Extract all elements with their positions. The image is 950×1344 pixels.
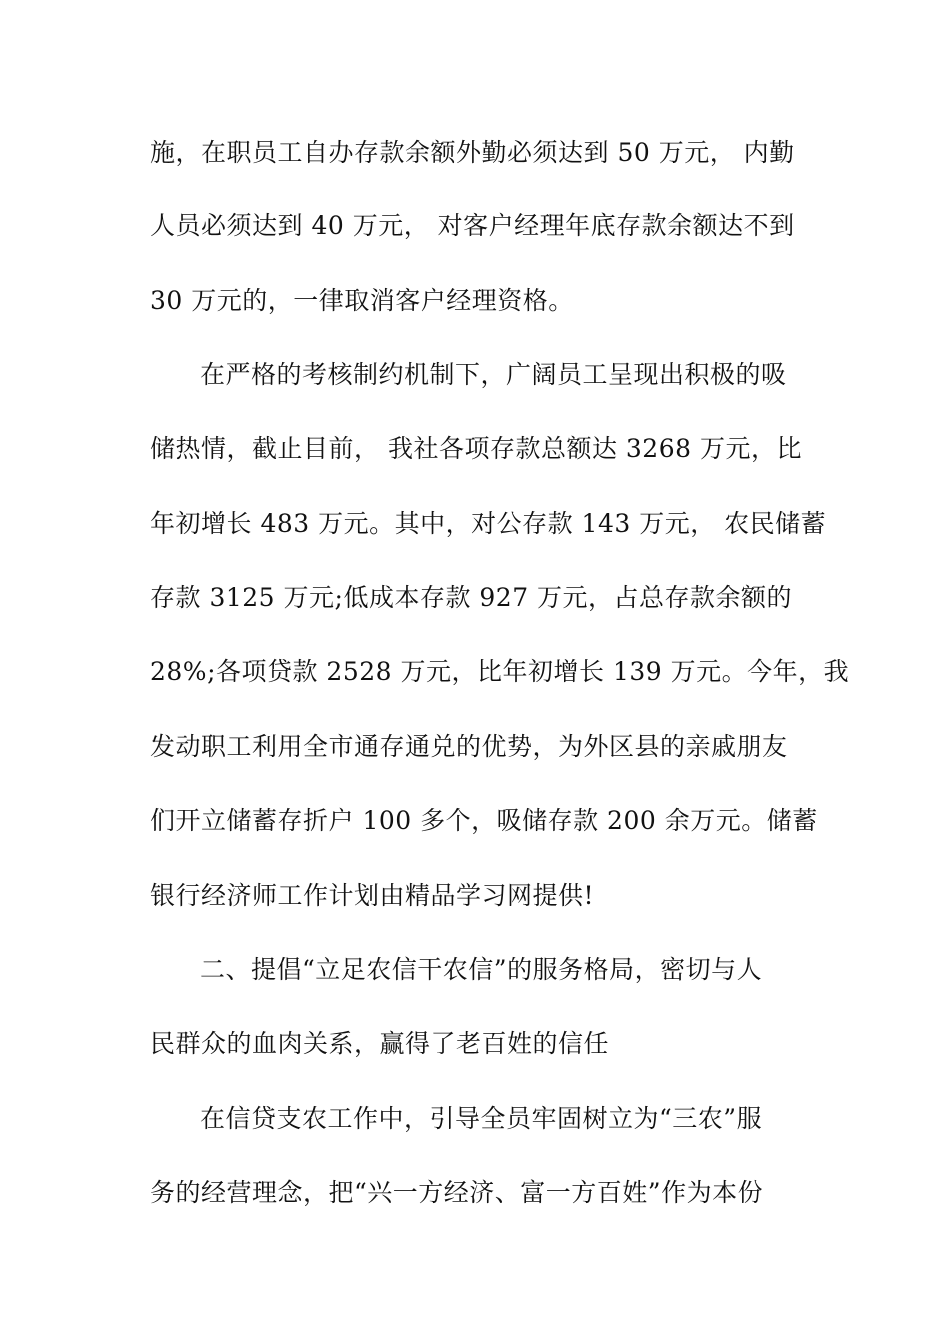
section-heading-line: 民群众的血肉关系，赢得了老百姓的信任: [150, 1029, 610, 1058]
text-line: 发动职工利用全市通存通兑的优势，为外区县的亲戚朋友: [150, 732, 788, 761]
text-line: 储热情，截止目前， 我社各项存款总额达 3268 万元，比: [150, 434, 802, 463]
text-line: 28%;各项贷款 2528 万元，比年初增长 139 万元。今年，我: [150, 657, 850, 686]
text-line: 银行经济师工作计划由精品学习网提供!: [150, 881, 595, 910]
paragraph-start-line: 在信贷支农工作中，引导全员牢固树立为“三农”服: [200, 1104, 763, 1133]
text-line: 务的经营理念，把“兴一方经济、富一方百姓”作为本份: [150, 1178, 764, 1207]
text-line: 存款 3125 万元;低成本存款 927 万元，占总存款余额的: [150, 583, 793, 612]
paragraph-start-line: 在严格的考核制约机制下，广阔员工呈现出积极的吸: [200, 360, 787, 389]
text-line: 人员必须达到 40 万元， 对客户经理年底存款余额达不到: [150, 211, 795, 240]
text-line: 年初增长 483 万元。其中，对公存款 143 万元， 农民储蓄: [150, 509, 827, 538]
text-line: 施，在职员工自办存款余额外勤必须达到 50 万元， 内勤: [150, 138, 795, 167]
section-heading-line: 二、提倡“立足农信干农信”的服务格局，密切与人: [200, 955, 763, 984]
text-line: 们开立储蓄存折户 100 多个，吸储存款 200 余万元。储蓄: [150, 806, 818, 835]
text-line: 30 万元的，一律取消客户经理资格。: [150, 286, 574, 315]
